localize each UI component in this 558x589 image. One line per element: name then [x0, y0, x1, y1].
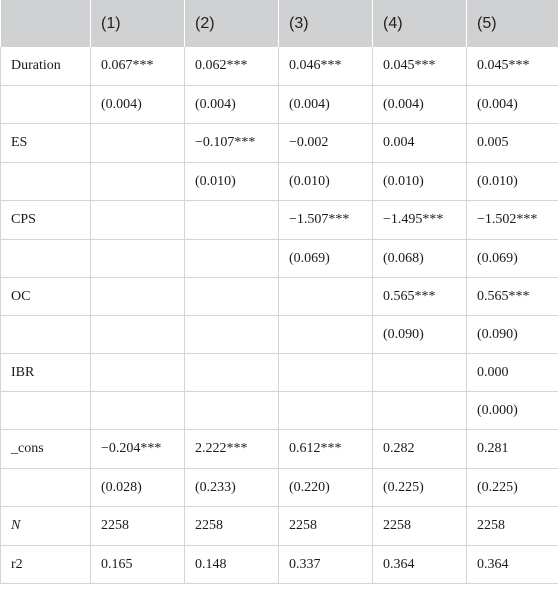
table-cell: −1.502*** — [467, 201, 558, 240]
table-cell — [91, 354, 185, 392]
table-cell — [185, 354, 279, 392]
table-cell — [91, 240, 185, 278]
table-row — [1, 507, 558, 546]
header-cell-variable — [1, 0, 91, 47]
table-cell — [279, 392, 373, 430]
table-cell: 2258 — [185, 507, 279, 546]
row-label-cell — [1, 392, 91, 430]
table-cell: (0.069) — [279, 240, 373, 278]
row-label-cell — [1, 240, 91, 278]
table-cell: −1.495*** — [373, 201, 467, 240]
table-cell: (0.010) — [467, 163, 558, 201]
row-label-cell: CPS — [1, 201, 91, 240]
table-cell: 0.045*** — [467, 47, 558, 86]
table-cell: 0.282 — [373, 430, 467, 469]
table-cell: (0.069) — [467, 240, 558, 278]
table-cell: (0.090) — [467, 316, 558, 354]
table-cell: 0.565*** — [467, 278, 558, 316]
table-cell: 0.046*** — [279, 47, 373, 86]
table-cell: −0.204*** — [91, 430, 185, 469]
table-row — [1, 278, 558, 316]
row-label-cell — [1, 316, 91, 354]
table-cell: 0.612*** — [279, 430, 373, 469]
table-row — [1, 240, 558, 278]
table-row — [1, 392, 558, 430]
row-label-cell: _cons — [1, 430, 91, 469]
table-cell — [185, 240, 279, 278]
table-cell: 0.281 — [467, 430, 558, 469]
table-cell — [91, 316, 185, 354]
table-cell — [279, 354, 373, 392]
table-cell: 0.004 — [373, 124, 467, 163]
header-cell-model-2: (2) — [185, 0, 279, 47]
row-label-cell: Duration — [1, 47, 91, 86]
table-cell: (0.225) — [467, 469, 558, 507]
table-cell: −0.107*** — [185, 124, 279, 163]
table-row — [1, 124, 558, 163]
table-cell: 2258 — [279, 507, 373, 546]
table-cell: (0.004) — [373, 86, 467, 124]
table-row — [1, 430, 558, 469]
table-row — [1, 47, 558, 86]
table-cell — [279, 316, 373, 354]
header-cell-model-4: (4) — [373, 0, 467, 47]
table-row — [1, 546, 558, 584]
table-row — [1, 86, 558, 124]
table-cell: (0.220) — [279, 469, 373, 507]
table-row — [1, 469, 558, 507]
table-cell: (0.010) — [279, 163, 373, 201]
table-cell — [373, 354, 467, 392]
table-cell: 0.165 — [91, 546, 185, 584]
table-cell: −0.002 — [279, 124, 373, 163]
table-cell — [279, 278, 373, 316]
table-row — [1, 316, 558, 354]
table-cell — [91, 124, 185, 163]
header-cell-model-3: (3) — [279, 0, 373, 47]
table-cell — [185, 316, 279, 354]
row-label-cell: OC — [1, 278, 91, 316]
table-cell: (0.000) — [467, 392, 558, 430]
table-cell: (0.233) — [185, 469, 279, 507]
table-cell: (0.004) — [279, 86, 373, 124]
table-cell: 0.045*** — [373, 47, 467, 86]
table-row — [1, 201, 558, 240]
table-cell: 0.062*** — [185, 47, 279, 86]
table-cell: (0.004) — [91, 86, 185, 124]
table-cell — [185, 278, 279, 316]
row-label-cell — [1, 469, 91, 507]
header-row — [1, 0, 558, 47]
table-cell: (0.090) — [373, 316, 467, 354]
table-cell: (0.004) — [185, 86, 279, 124]
table-row — [1, 354, 558, 392]
table-cell: 0.067*** — [91, 47, 185, 86]
table-cell: 0.364 — [373, 546, 467, 584]
table-cell: 2258 — [373, 507, 467, 546]
table-cell — [91, 392, 185, 430]
table-cell — [373, 392, 467, 430]
table-cell: 2.222*** — [185, 430, 279, 469]
row-label-cell: IBR — [1, 354, 91, 392]
table-cell: 0.148 — [185, 546, 279, 584]
table-row — [1, 163, 558, 201]
table-cell — [185, 392, 279, 430]
table-body — [1, 47, 558, 584]
table-header — [1, 0, 558, 47]
table-cell: 0.337 — [279, 546, 373, 584]
table-cell: −1.507*** — [279, 201, 373, 240]
table-cell: (0.004) — [467, 86, 558, 124]
table-cell — [91, 278, 185, 316]
header-cell-model-5: (5) — [467, 0, 558, 47]
table-cell: (0.225) — [373, 469, 467, 507]
table-cell: (0.068) — [373, 240, 467, 278]
table-cell: 2258 — [467, 507, 558, 546]
table-cell: 0.000 — [467, 354, 558, 392]
table-cell: (0.010) — [373, 163, 467, 201]
row-label-cell: ES — [1, 124, 91, 163]
row-label-cell — [1, 163, 91, 201]
table-cell — [91, 201, 185, 240]
row-label-cell — [1, 86, 91, 124]
header-cell-model-1: (1) — [91, 0, 185, 47]
table-cell — [91, 163, 185, 201]
table-cell: (0.028) — [91, 469, 185, 507]
table-cell: 0.565*** — [373, 278, 467, 316]
table-cell: 2258 — [91, 507, 185, 546]
row-label-cell: N — [1, 507, 91, 546]
table-cell: 0.005 — [467, 124, 558, 163]
table-cell: 0.364 — [467, 546, 558, 584]
table-cell: (0.010) — [185, 163, 279, 201]
row-label-cell: r2 — [1, 546, 91, 584]
table-cell — [185, 201, 279, 240]
